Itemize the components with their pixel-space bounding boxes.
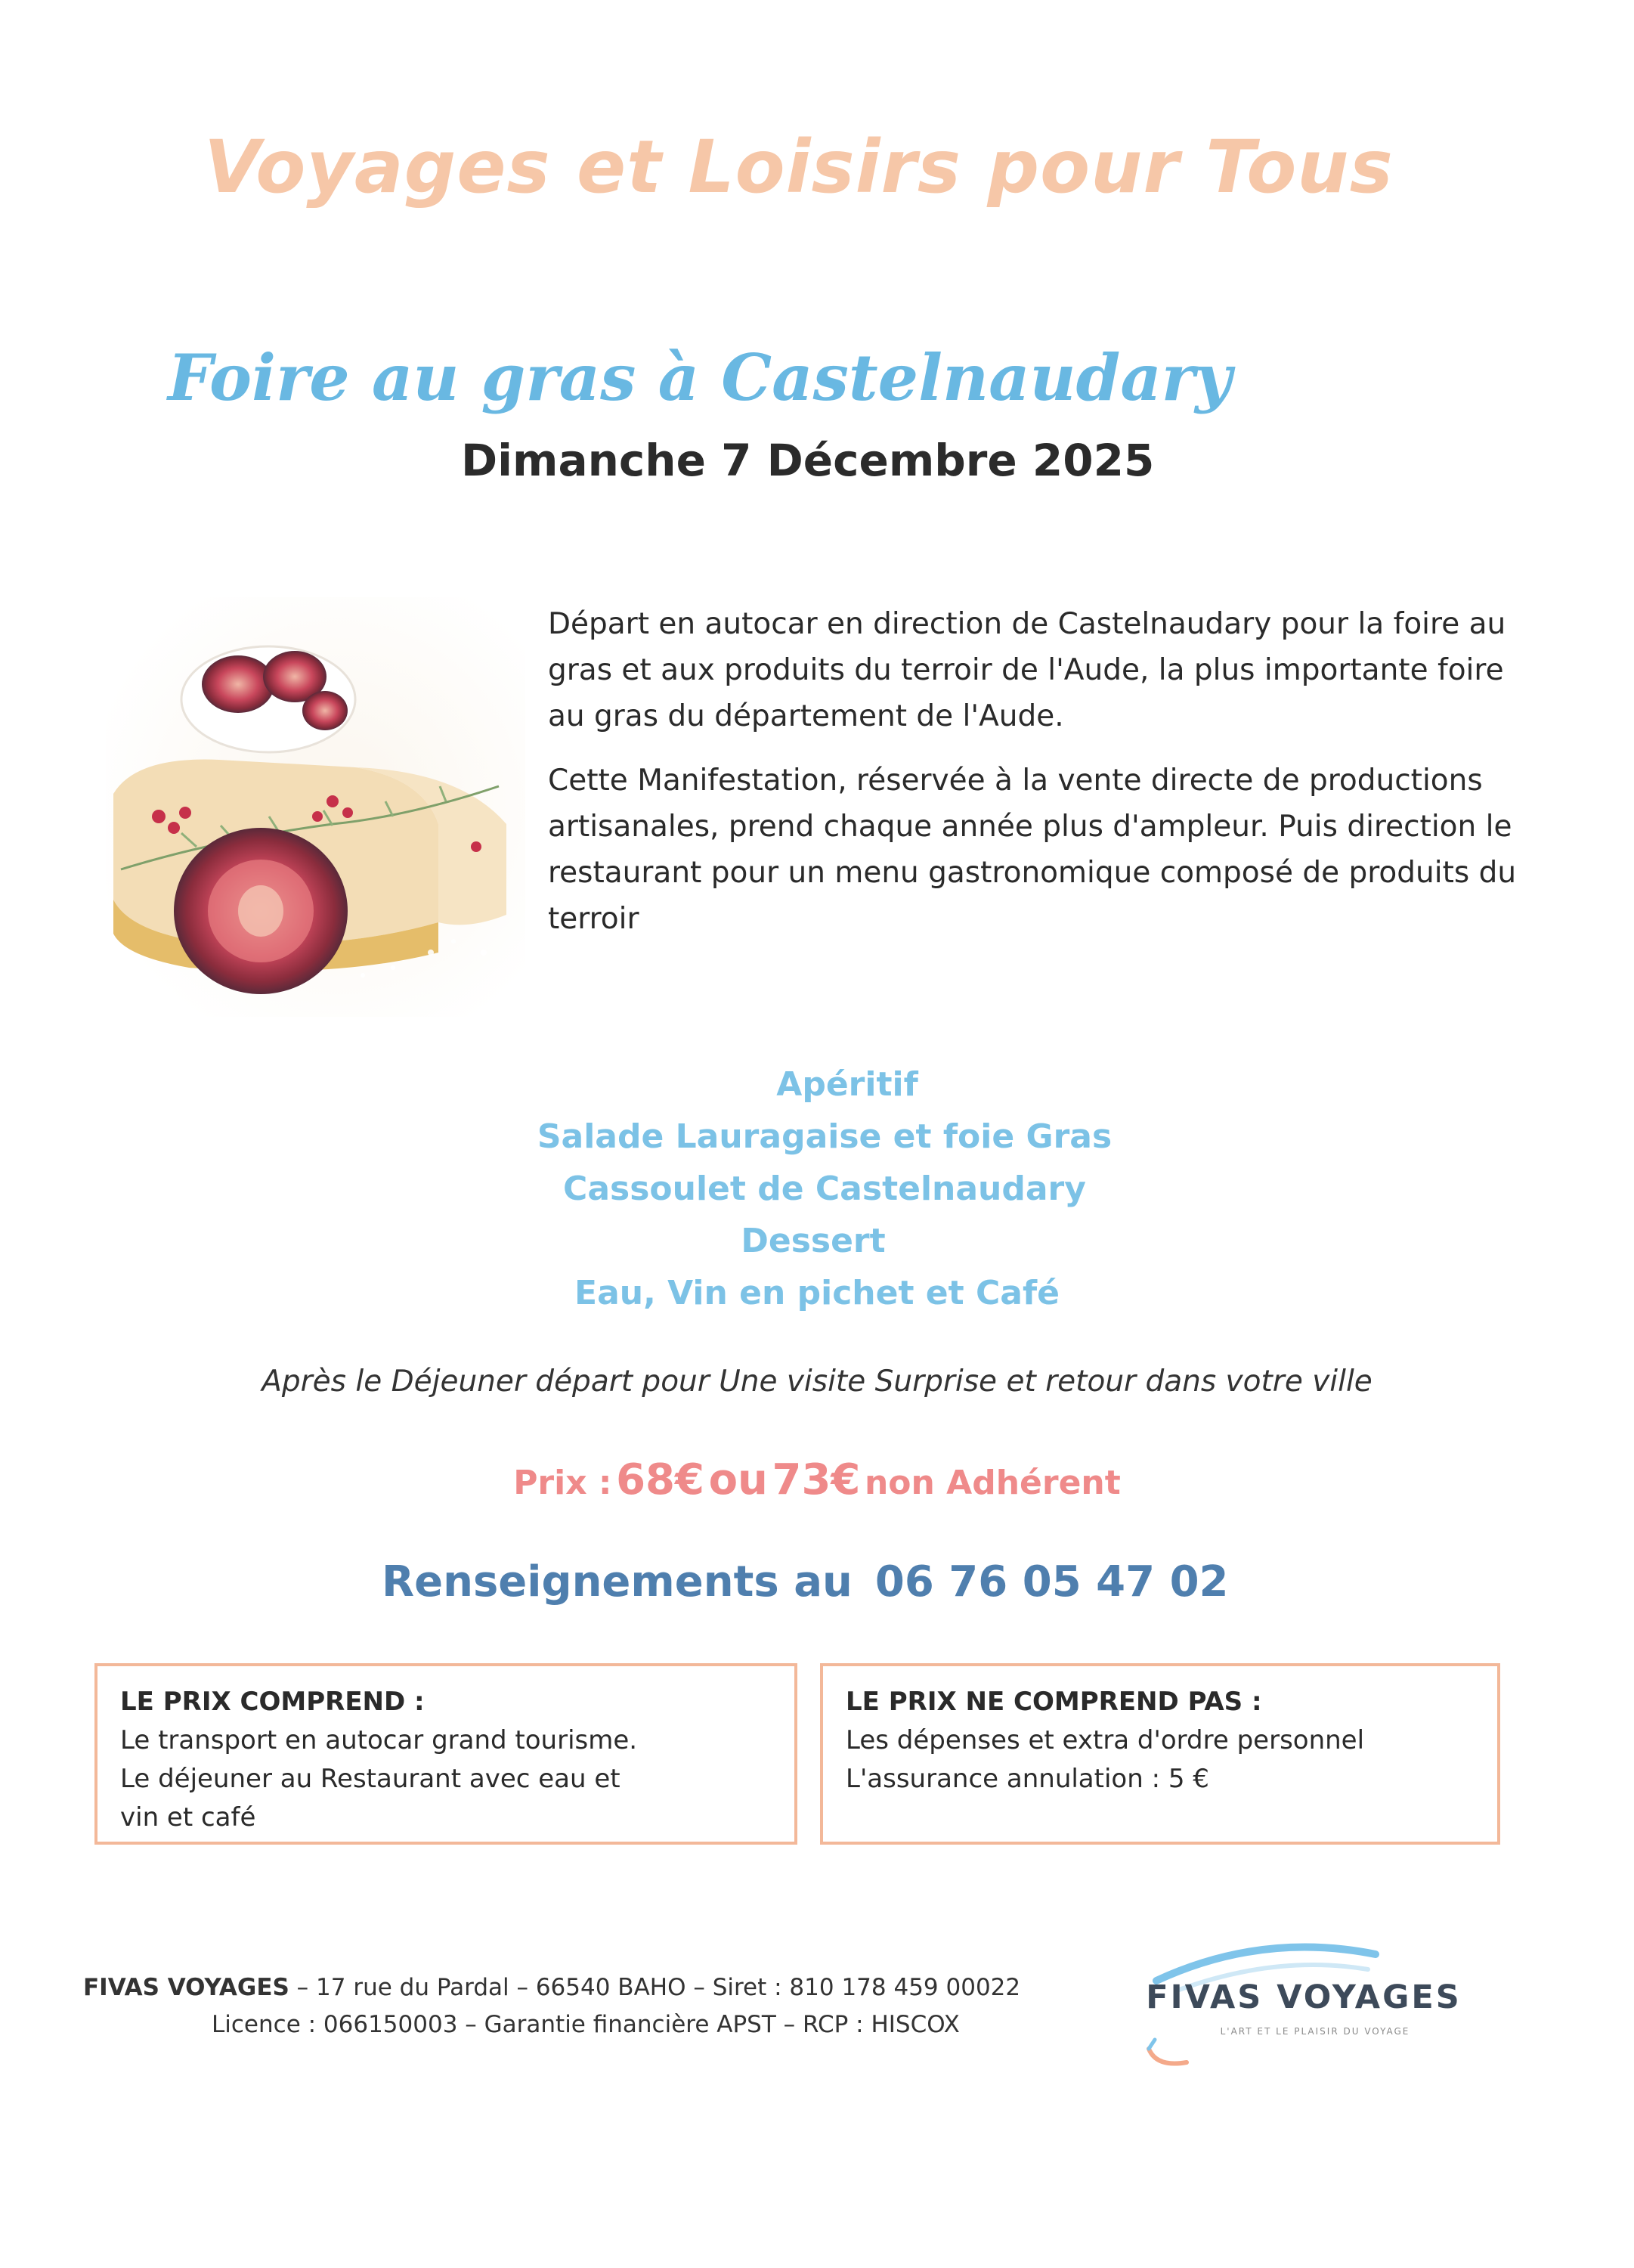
description-paragraph: Cette Manifestation, réservée à la vente directe de productions artisanales, prend chaque année plus d'ampleur. Puis direction le restaurant pour un menu gastronomique composé de produits du terroir (548, 764, 1517, 936)
menu-item: Apéritif (776, 1065, 918, 1104)
footer-company: FIVAS VOYAGES (83, 1974, 289, 2001)
not-included-line: L'assurance annulation : 5 € (846, 1764, 1209, 1794)
included-heading: LE PRIX COMPREND : (120, 1687, 425, 1717)
organization-title: Voyages et Loisirs pour Tous (204, 125, 1394, 209)
menu-item: Cassoulet de Castelnaudary (563, 1170, 1086, 1208)
contact-phone[interactable]: 06 76 05 47 02 (874, 1557, 1229, 1606)
price-label: Prix : (513, 1464, 612, 1502)
logo-name: FIVAS VOYAGES (1146, 1978, 1462, 2016)
included-line: Le transport en autocar grand tourisme. (120, 1725, 638, 1755)
menu-item: Eau, Vin en pichet et Café (574, 1274, 1060, 1312)
footer-licence: Licence : 066150003 – Garantie financière APST – RCP : HISCOX (212, 2011, 960, 2038)
menu-list (0, 1058, 1634, 1319)
not-included-heading: LE PRIX NE COMPREND PAS : (846, 1687, 1262, 1717)
footer-line-1 (83, 1969, 1066, 2006)
not-included-line: Les dépenses et extra d'ordre personnel (846, 1725, 1365, 1755)
after-lunch-note: Après le Déjeuner départ pour Une visite Surprise et retour dans votre ville (262, 1365, 1372, 1399)
event-title: Foire au gras à Castelnaudary (168, 340, 1232, 415)
price-line (0, 1455, 1634, 1504)
price-included-box (94, 1663, 797, 1845)
footer-address: – 17 rue du Pardal – 66540 BAHO – Siret : 810 178 459 00022 (289, 1974, 1021, 2001)
included-line: Le déjeuner au Restaurant avec eau et (120, 1764, 620, 1794)
menu-item: Salade Lauragaise et foie Gras (537, 1117, 1113, 1156)
logo-tagline: L'ART ET LE PLAISIR DU VOYAGE (1220, 2026, 1410, 2037)
price-not-included-box (820, 1663, 1500, 1845)
price-member: 68€ (616, 1455, 704, 1504)
event-description (548, 601, 1530, 960)
contact-label: Renseignements au (382, 1557, 853, 1606)
price-non-member: 73€ (772, 1455, 861, 1504)
foie-gras-with-figs-photo (106, 597, 525, 1017)
included-line: vin et café (120, 1802, 256, 1833)
menu-item: Dessert (741, 1222, 886, 1260)
price-non-member-label: non Adhérent (864, 1464, 1121, 1502)
description-paragraph: Départ en autocar en direction de Castelnaudary pour la foire au gras et aux produits du terroir de l'Aude, la plus importante foire au gras du département de l'Aude. (548, 607, 1506, 733)
event-date: Dimanche 7 Décembre 2025 (461, 435, 1155, 486)
price-connector: ou (708, 1455, 768, 1504)
contact-line (382, 1557, 1229, 1606)
footer (83, 1969, 1066, 2043)
